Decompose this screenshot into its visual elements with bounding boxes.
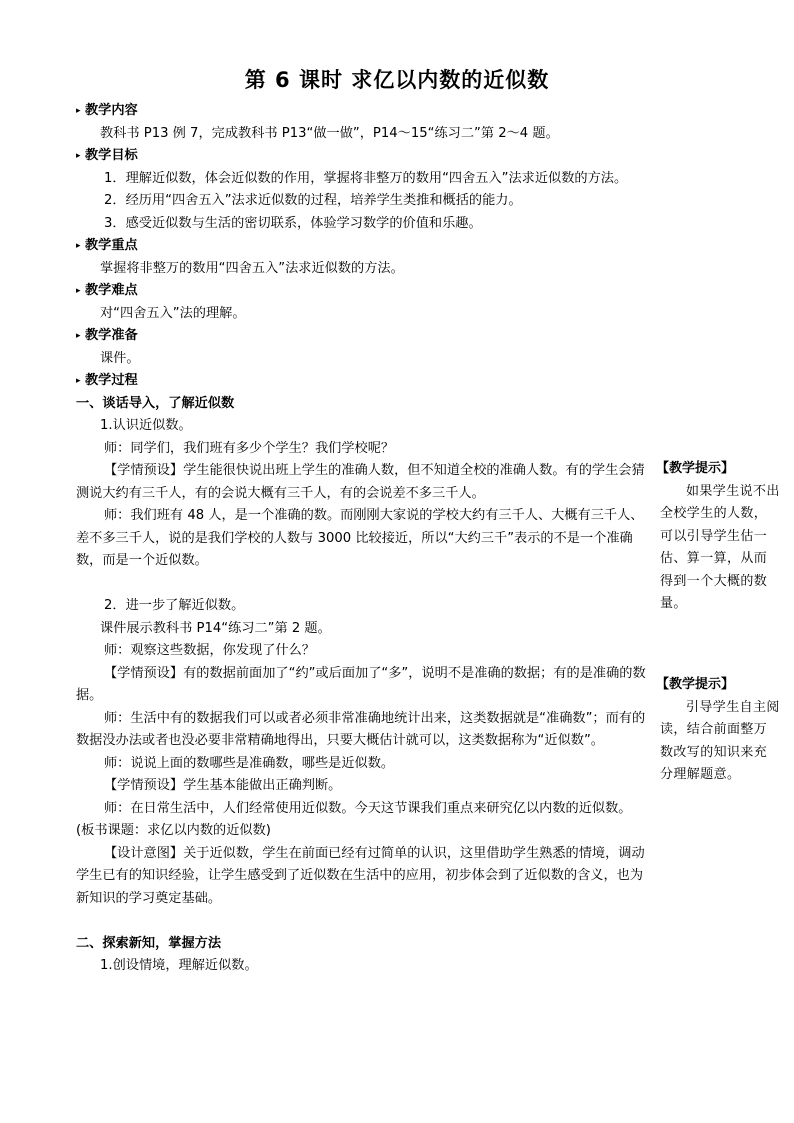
paragraph: 师：在日常生活中，人们经常使用近似数。今天这节课我们重点来研究亿以内数的近似数。(板书课题：求亿以内数的近似数) bbox=[76, 800, 632, 838]
paragraph: 【学情预设】学生能很快说出班上学生的准确人数，但不知道全校的准确人数。有的学生会猜测说大约有三千人，有的会说大概有三千人，有的会说差不多三千人。 bbox=[76, 463, 645, 501]
triangle-marker-icon: ▸ bbox=[76, 106, 81, 116]
triangle-marker-icon: ▸ bbox=[76, 376, 81, 386]
page-title: 第 6 课时 求亿以内数的近似数 bbox=[244, 68, 550, 92]
tip-title: 【教学提示】 bbox=[656, 461, 735, 476]
paragraph: 师：生活中有的数据我们可以或者必须非常准确地统计出来，这类数据就是“准确数”；而有的数据没办法或者也没必要非常精确地得出，只要大概估计就可以，这类数据称为“近似数”。 bbox=[76, 710, 646, 748]
spacer bbox=[76, 573, 648, 596]
part2-heading: 二、探索新知，掌握方法 bbox=[76, 935, 222, 951]
teaching-tip-1 bbox=[656, 458, 780, 616]
main-content bbox=[76, 100, 648, 978]
paragraph: 师：说说上面的数哪些是准确数，哪些是近似数。 bbox=[104, 755, 395, 771]
part1-heading: 一、谈话导入，了解近似数 bbox=[76, 395, 235, 411]
paragraph: 【学情预设】学生基本能做出正确判断。 bbox=[104, 778, 342, 793]
goal-2: 2．经历用“四舍五入”法求近似数的过程，培养学生类推和概括的能力。 bbox=[104, 193, 522, 208]
paragraph: 师：同学们，我们班有多少个学生？我们学校呢？ bbox=[104, 440, 395, 456]
heading-goal: ▸ 教学目标 bbox=[76, 145, 648, 168]
triangle-marker-icon: ▸ bbox=[76, 286, 81, 296]
heading-difficulty: ▸ 教学难点 bbox=[76, 280, 648, 303]
goal-3: 3．感受近似数与生活的密切联系，体验学习数学的价值和乐趣。 bbox=[104, 215, 482, 231]
part2-step1: 1.创设情境，理解近似数。 bbox=[100, 958, 258, 973]
difficulty-text: 对“四舍五入”法的理解。 bbox=[100, 305, 246, 321]
paragraph: 【设计意图】关于近似数，学生在前面已经有过简单的认识，这里借助学生熟悉的情境，调动学生已有的知识经验，让学生感受到了近似数在生活中的应用，初步体会到了近似数的含义，也为新知识的学习奠定基础。 bbox=[76, 845, 645, 906]
heading-process: ▸ 教学过程 bbox=[76, 370, 648, 393]
tip-body: 如果学生说不出全校学生的人数，可以引导学生估一估、算一算，从而得到一个大概的数量。 bbox=[660, 483, 780, 611]
part1-step2: 2．进一步了解近似数。 bbox=[104, 598, 245, 613]
teaching-tip-2 bbox=[656, 674, 780, 787]
content-text: 教科书 P13 例 7，完成教科书 P13“做一做”，P14～15“练习二”第 2～4 题。 bbox=[100, 125, 559, 141]
heading-key: ▸ 教学重点 bbox=[76, 235, 648, 258]
spacer bbox=[76, 910, 648, 933]
part1-step1: 1.认识近似数。 bbox=[100, 418, 192, 433]
tip-title: 【教学提示】 bbox=[656, 677, 735, 692]
triangle-marker-icon: ▸ bbox=[76, 151, 81, 161]
triangle-marker-icon: ▸ bbox=[76, 331, 81, 341]
preparation-text: 课件。 bbox=[100, 350, 140, 366]
paragraph: 师：观察这些数据，你发现了什么？ bbox=[104, 643, 315, 658]
paragraph: 【学情预设】有的数据前面加了“约”或后面加了“多”，说明不是准确的数据；有的是准确的数据。 bbox=[76, 665, 646, 703]
paragraph: 师：我们班有 48 人，是一个准确的数。而刚刚大家说的学校大约有三千人、大概有三千人、差不多三千人，说的是我们学校的人数与 3000 比较接近，所以“大约三千”表示的不是一个准确数，而是一个近似数。 bbox=[76, 508, 644, 568]
tip-body: 引导学生自主阅读，结合前面整万数改写的知识来充分理解题意。 bbox=[660, 699, 780, 782]
paragraph: 课件展示教科书 P14“练习二”第 2 题。 bbox=[100, 620, 331, 636]
key-text: 掌握将非整万的数用“四舍五入”法求近似数的方法。 bbox=[100, 260, 404, 276]
heading-content: ▸ 教学内容 bbox=[76, 100, 648, 123]
goal-1: 1．理解近似数，体会近似数的作用，掌握将非整万的数用“四舍五入”法求近似数的方法。 bbox=[104, 170, 628, 186]
triangle-marker-icon: ▸ bbox=[76, 241, 81, 251]
heading-preparation: ▸ 教学准备 bbox=[76, 325, 648, 348]
